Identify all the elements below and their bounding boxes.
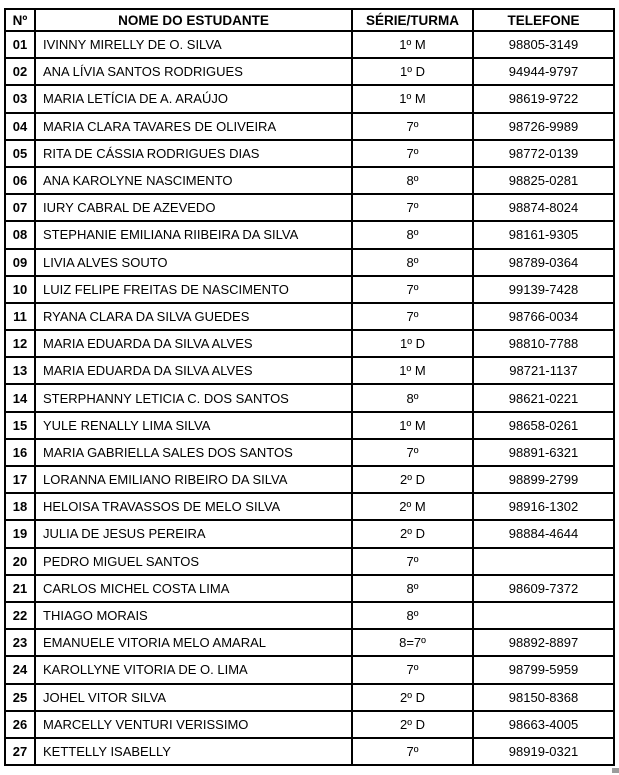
table-row [5,384,614,411]
cell-name: MARIA GABRIELLA SALES DOS SANTOS [35,439,352,466]
cell-name: STERPHANNY LETICIA C. DOS SANTOS [35,384,352,411]
cell-name: EMANUELE VITORIA MELO AMARAL [35,629,352,656]
cell-serie: 1º D [352,58,473,85]
cell-phone: 99139-7428 [473,276,614,303]
column-header-num: Nº [5,9,35,31]
cell-phone: 98891-6321 [473,439,614,466]
table-row [5,412,614,439]
cell-phone: 98619-9722 [473,85,614,112]
column-header-serie-turma: SÉRIE/TURMA [352,9,473,31]
table-row [5,140,614,167]
cell-name: MARIA EDUARDA DA SILVA ALVES [35,330,352,357]
cell-num: 03 [5,85,35,112]
cell-phone: 98810-7788 [473,330,614,357]
table-row [5,167,614,194]
student-table [4,8,615,766]
cell-phone: 98609-7372 [473,575,614,602]
cell-serie: 8=7º [352,629,473,656]
cell-phone: 98726-9989 [473,113,614,140]
column-header-student-name: NOME DO ESTUDANTE [35,9,352,31]
cell-num: 04 [5,113,35,140]
cell-phone: 98884-4644 [473,520,614,547]
cell-num: 02 [5,58,35,85]
cell-name: JULIA DE JESUS PEREIRA [35,520,352,547]
table-row [5,85,614,112]
cell-name: PEDRO MIGUEL SANTOS [35,548,352,575]
cell-name: ANA LÍVIA SANTOS RODRIGUES [35,58,352,85]
cell-phone: 98899-2799 [473,466,614,493]
table-row [5,330,614,357]
cell-name: KAROLLYNE VITORIA DE O. LIMA [35,656,352,683]
table-row [5,575,614,602]
cell-serie: 7º [352,656,473,683]
cell-num: 05 [5,140,35,167]
cell-num: 20 [5,548,35,575]
cell-num: 09 [5,249,35,276]
cell-phone: 98772-0139 [473,140,614,167]
cell-num: 15 [5,412,35,439]
cell-name: THIAGO MORAIS [35,602,352,629]
cell-name: YULE RENALLY LIMA SILVA [35,412,352,439]
cell-phone: 98150-8368 [473,684,614,711]
table-row [5,249,614,276]
cell-name: HELOISA TRAVASSOS DE MELO SILVA [35,493,352,520]
cell-phone: 98919-0321 [473,738,614,765]
cell-num: 19 [5,520,35,547]
cell-num: 25 [5,684,35,711]
cell-phone: 98874-8024 [473,194,614,221]
cell-serie: 7º [352,194,473,221]
cell-phone: 98892-8897 [473,629,614,656]
table-row [5,31,614,58]
cell-num: 06 [5,167,35,194]
cell-name: STEPHANIE EMILIANA RIIBEIRA DA SILVA [35,221,352,248]
column-header-telefone: TELEFONE [473,9,614,31]
table-row [5,684,614,711]
cell-num: 21 [5,575,35,602]
cell-num: 18 [5,493,35,520]
cell-num: 11 [5,303,35,330]
cell-serie: 7º [352,303,473,330]
cell-phone: 98721-1137 [473,357,614,384]
cell-name: IURY CABRAL DE AZEVEDO [35,194,352,221]
cell-name: IVINNY MIRELLY DE O. SILVA [35,31,352,58]
cell-name: LUIZ FELIPE FREITAS DE NASCIMENTO [35,276,352,303]
cell-num: 07 [5,194,35,221]
cell-phone: 98916-1302 [473,493,614,520]
cell-name: JOHEL VITOR SILVA [35,684,352,711]
cell-name: LIVIA ALVES SOUTO [35,249,352,276]
cell-serie: 7º [352,140,473,167]
cell-num: 16 [5,439,35,466]
cell-phone: 98658-0261 [473,412,614,439]
table-resize-handle [612,768,619,773]
cell-name: KETTELLY ISABELLY [35,738,352,765]
cell-serie: 8º [352,384,473,411]
cell-num: 13 [5,357,35,384]
cell-phone: 98161-9305 [473,221,614,248]
table-row [5,493,614,520]
cell-serie: 7º [352,738,473,765]
cell-num: 24 [5,656,35,683]
cell-name: MARIA LETÍCIA DE A. ARAÚJO [35,85,352,112]
cell-serie: 8º [352,575,473,602]
cell-num: 08 [5,221,35,248]
cell-num: 14 [5,384,35,411]
cell-serie: 2º D [352,684,473,711]
table-row [5,629,614,656]
cell-num: 22 [5,602,35,629]
cell-name: MARIA EDUARDA DA SILVA ALVES [35,357,352,384]
table-row [5,303,614,330]
cell-name: RITA DE CÁSSIA RODRIGUES DIAS [35,140,352,167]
cell-name: MARIA CLARA TAVARES DE OLIVEIRA [35,113,352,140]
cell-phone: 98825-0281 [473,167,614,194]
table-row [5,194,614,221]
cell-name: MARCELLY VENTURI VERISSIMO [35,711,352,738]
cell-serie: 1º M [352,31,473,58]
cell-name: RYANA CLARA DA SILVA GUEDES [35,303,352,330]
table-row [5,656,614,683]
header-row [5,9,614,31]
cell-serie: 2º D [352,466,473,493]
table-row [5,58,614,85]
table-row [5,738,614,765]
cell-num: 12 [5,330,35,357]
cell-serie: 1º M [352,412,473,439]
cell-num: 23 [5,629,35,656]
cell-phone [473,548,614,575]
cell-phone: 98766-0034 [473,303,614,330]
cell-name: LORANNA EMILIANO RIBEIRO DA SILVA [35,466,352,493]
table-row [5,113,614,140]
cell-phone: 94944-9797 [473,58,614,85]
cell-phone [473,602,614,629]
cell-phone: 98621-0221 [473,384,614,411]
cell-num: 26 [5,711,35,738]
table-row [5,602,614,629]
cell-serie: 8º [352,167,473,194]
cell-serie: 7º [352,548,473,575]
cell-serie: 2º M [352,493,473,520]
cell-serie: 1º M [352,357,473,384]
cell-num: 01 [5,31,35,58]
cell-serie: 1º D [352,330,473,357]
cell-serie: 2º D [352,711,473,738]
cell-serie: 8º [352,249,473,276]
table-row [5,520,614,547]
cell-serie: 7º [352,276,473,303]
cell-serie: 2º D [352,520,473,547]
cell-serie: 7º [352,113,473,140]
table-row [5,711,614,738]
table-row [5,357,614,384]
cell-num: 17 [5,466,35,493]
table-row [5,221,614,248]
cell-serie: 7º [352,439,473,466]
cell-serie: 1º M [352,85,473,112]
cell-phone: 98663-4005 [473,711,614,738]
table-row [5,548,614,575]
cell-phone: 98789-0364 [473,249,614,276]
table-row [5,276,614,303]
cell-num: 27 [5,738,35,765]
cell-name: ANA KAROLYNE NASCIMENTO [35,167,352,194]
cell-phone: 98799-5959 [473,656,614,683]
cell-serie: 8º [352,221,473,248]
cell-num: 10 [5,276,35,303]
cell-serie: 8º [352,602,473,629]
table-row [5,466,614,493]
table-row [5,439,614,466]
cell-phone: 98805-3149 [473,31,614,58]
cell-name: CARLOS MICHEL COSTA LIMA [35,575,352,602]
